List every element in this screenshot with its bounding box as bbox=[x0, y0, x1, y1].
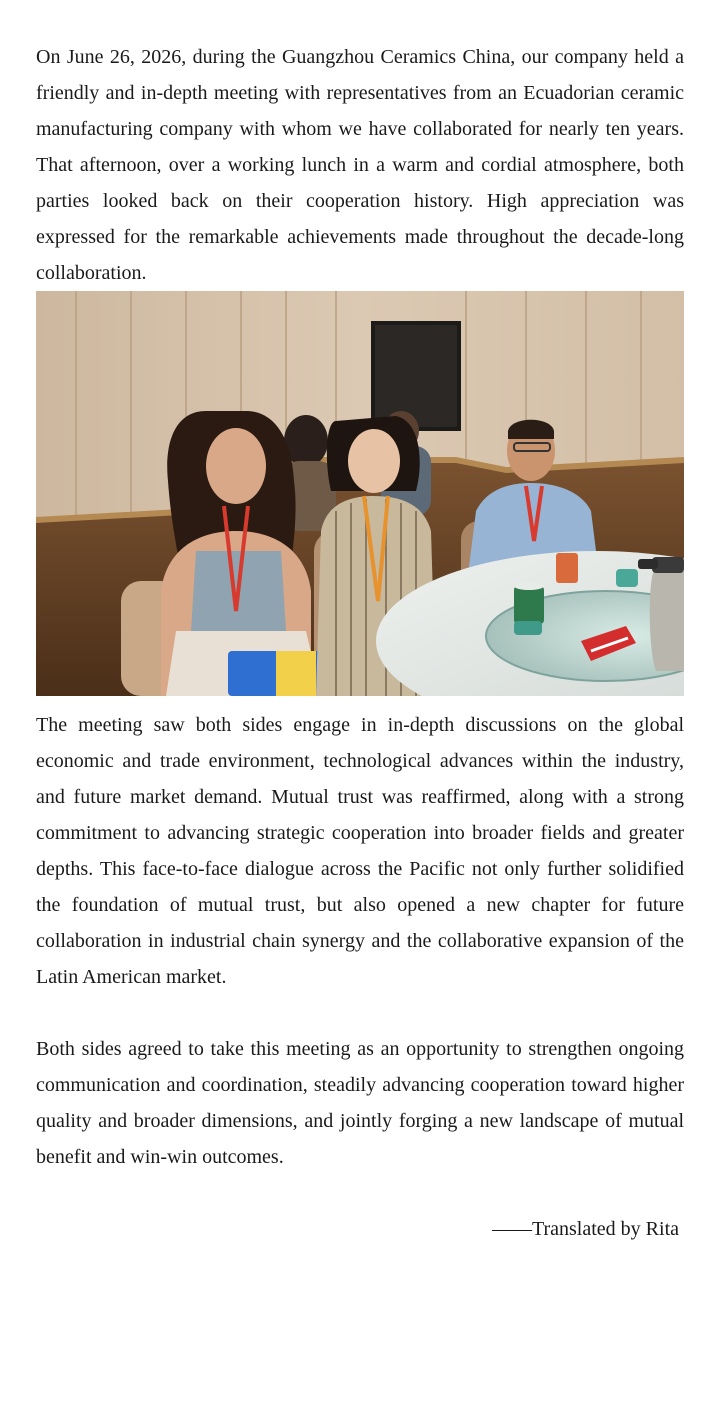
translator-signature: ——Translated by Rita bbox=[491, 1218, 679, 1240]
paragraph-spacer bbox=[36, 1175, 684, 1211]
article bbox=[36, 0, 684, 1247]
paragraph-conclusion: Both sides agreed to take this meeting as an opportunity to strengthen ongoing communication and coordination, steadily advancing cooperation toward higher quality and broader dimensions, and jointly forging a new landscape of mutual benefit and win-win outcomes. bbox=[36, 1038, 684, 1168]
paragraph-intro: On June 26, 2026, during the Guangzhou Ceramics China, our company held a friendly and in-depth meeting with representatives from an Ecuadorian ceramic manufacturing company with whom we have collaborated for nearly ten years. That afternoon, over a working lunch in a warm and cordial atmosphere, both parties looked back on their cooperation history. High appreciation was expressed for the remarkable achievements made throughout the decade-long collaboration. bbox=[36, 46, 684, 284]
meeting-photo bbox=[36, 291, 684, 696]
paragraph-discussion: The meeting saw both sides engage in in-depth discussions on the global economic and trade environment, technological advances within the industry, and future market demand. Mutual trust was reaffirmed, along with a strong commitment to advancing strategic cooperation into broader fields and greater depths. This face-to-face dialogue across the Pacific not only further solidified the foundation of mutual trust, but also opened a new chapter for future collaboration in industrial chain synergy and the collaborative expansion of the Latin American market. bbox=[36, 714, 684, 988]
paragraph-spacer bbox=[36, 995, 684, 1031]
